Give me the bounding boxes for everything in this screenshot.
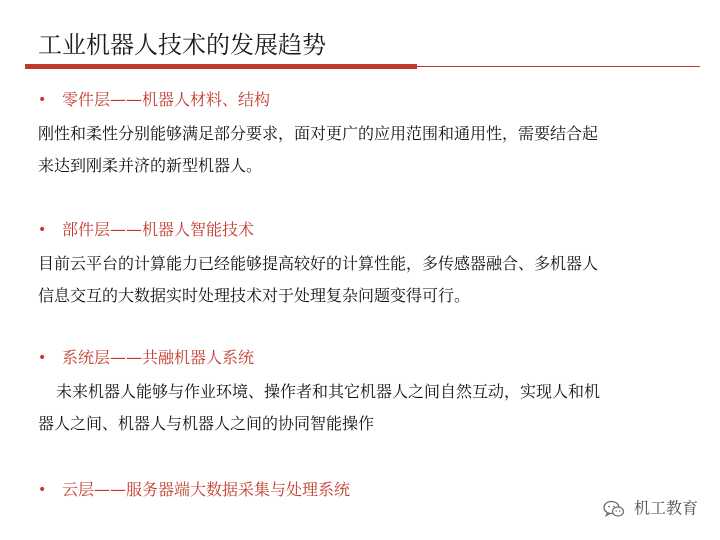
section-heading	[38, 478, 688, 502]
body-line: 来达到刚柔并济的新型机器人。	[38, 156, 263, 175]
section-cloud-layer	[38, 478, 688, 502]
section-part-layer	[38, 218, 688, 312]
section-body	[38, 376, 683, 440]
bullet-icon: •	[38, 482, 47, 498]
slide-title: 工业机器人技术的发展趋势	[38, 31, 326, 59]
section-heading-text: 零件层——机器人材料、结构	[62, 90, 271, 109]
watermark-text: 机工教育	[633, 498, 698, 518]
body-line: 刚性和柔性分别能够满足部分要求，面对更广的应用范围和通用性，需要结合起	[38, 124, 599, 143]
bullet-icon: •	[38, 350, 47, 366]
section-heading	[38, 346, 688, 370]
section-heading	[38, 88, 688, 112]
body-line: 器人之间、机器人与机器人之间的协同智能操作	[38, 414, 375, 433]
title-underline-thick	[25, 64, 417, 69]
section-heading-text: 系统层——共融机器人系统	[62, 348, 255, 367]
section-system-layer	[38, 346, 688, 440]
bullet-icon: •	[38, 222, 47, 238]
bullet-icon: •	[38, 92, 47, 108]
body-line: 目前云平台的计算能力已经能够提高较好的计算性能，多传感器融合、多机器人	[38, 254, 599, 273]
section-body	[38, 248, 683, 312]
body-line: 未来机器人能够与作业环境、操作者和其它机器人之间自然互动，实现人和机	[56, 382, 601, 401]
title-underline-thin	[417, 66, 700, 67]
wechat-icon	[603, 500, 625, 518]
section-heading	[38, 218, 688, 242]
title-underline	[25, 64, 700, 68]
section-body	[38, 118, 683, 182]
watermark	[603, 496, 698, 520]
section-component-layer	[38, 88, 688, 182]
section-heading-text: 部件层——机器人智能技术	[62, 220, 255, 239]
body-line: 信息交互的大数据实时处理技术对于处理复杂问题变得可行。	[38, 286, 471, 305]
section-heading-text: 云层——服务器端大数据采集与处理系统	[62, 480, 351, 499]
